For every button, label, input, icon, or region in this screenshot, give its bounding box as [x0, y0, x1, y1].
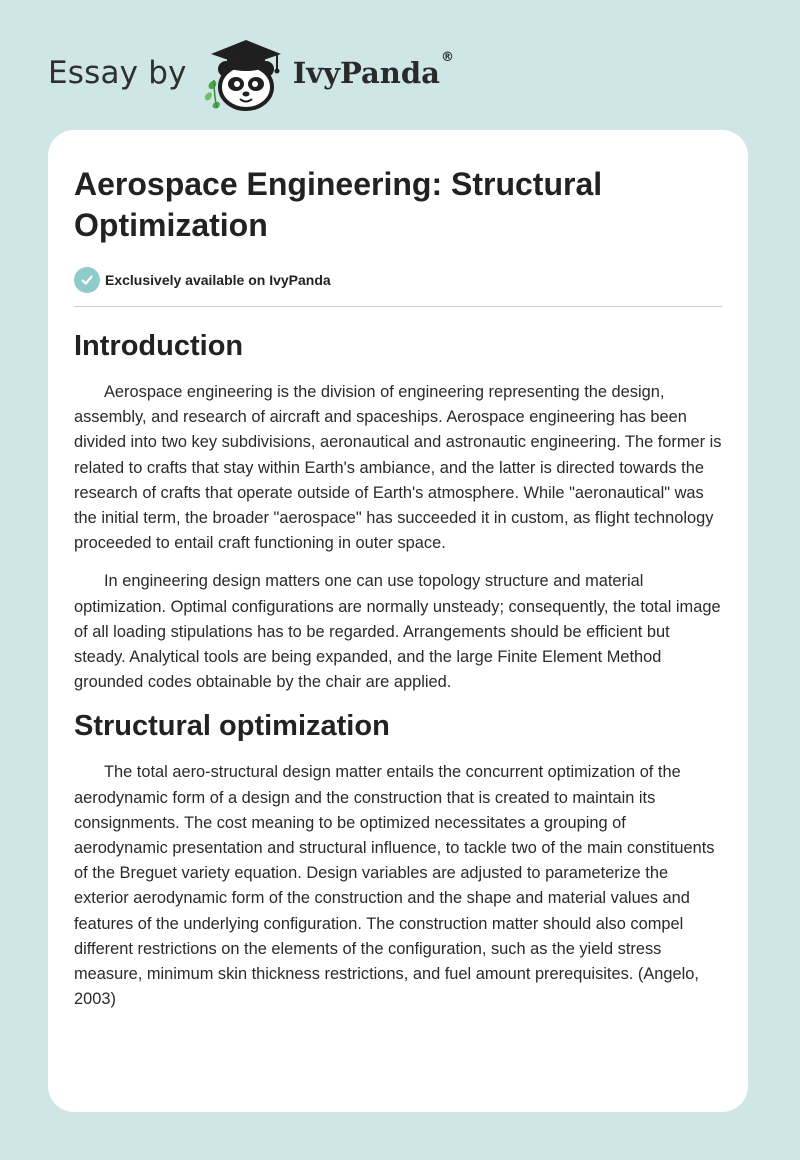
brand-logo-text[interactable]: [292, 50, 454, 90]
ivy-leaves-icon: [205, 80, 220, 108]
panda-graduate-icon: [199, 34, 291, 112]
section-heading: Introduction: [74, 330, 244, 362]
paragraph: Aerospace engineering is the division of engineering representing the design, assembly, and research of aircraft and spaceships. Aerospace engineering has been divided into two key subdivisions, aeronautical and astronautic engineering. The former is related to crafts that stay within Earth's ambiance, and the latter is directed towards the research of crafts that operate outside of Earth's atmosphere. While "aeronautical" was the initial term, the broader "aerospace" has succeeded it in custom, as flight technology proceeded to entail craft functioning in outer space.: [74, 383, 722, 553]
exclusive-label: Exclusively available on IvyPanda: [105, 272, 331, 288]
site-header: [48, 34, 454, 112]
essay-by-label: Essay by: [48, 55, 187, 91]
exclusive-badge: [74, 266, 722, 294]
brand-name: IvyPanda: [292, 56, 440, 90]
section-heading: Structural optimization: [74, 710, 390, 743]
title-divider: [74, 306, 722, 307]
essay-title: Aerospace Engineering: Structural Optimization: [74, 166, 603, 243]
essay-card: [48, 130, 748, 1112]
paragraph: In engineering design matters one can use topology structure and material optimization. Optimal configurations are normally unsteady; consequently, the total image of all loading stipulations has to be regarded. Arrangements should be efficient but steady. Analytical tools are being expanded, and the large Finite Element Method grounded codes obtainable by the chair are applied.: [74, 572, 721, 692]
registered-mark: ®: [440, 50, 454, 65]
paragraph: The total aero-structural design matter entails the concurrent optimization of the aerodynamic form of a design and the construction that is created to maintain its consignments. The cost meaning to be optimized necessitates a grouping of aerodynamic presentation and structural influence, to tackle two of the main constituents of the Breguet variety equation. Design variables are adjusted to parameterize the exterior aerodynamic form of the construction and the shape and material values and features of the underlying configuration. The construction matter should also compel different restrictions on the elements of the configuration, such as the yield stress measure, minimum skin thickness restrictions, and fuel amount prerequisites. (Angelo, 2003): [74, 763, 715, 1009]
section-structural-optimization: [74, 708, 722, 1012]
section-introduction: [74, 328, 722, 695]
check-icon: [74, 267, 100, 293]
